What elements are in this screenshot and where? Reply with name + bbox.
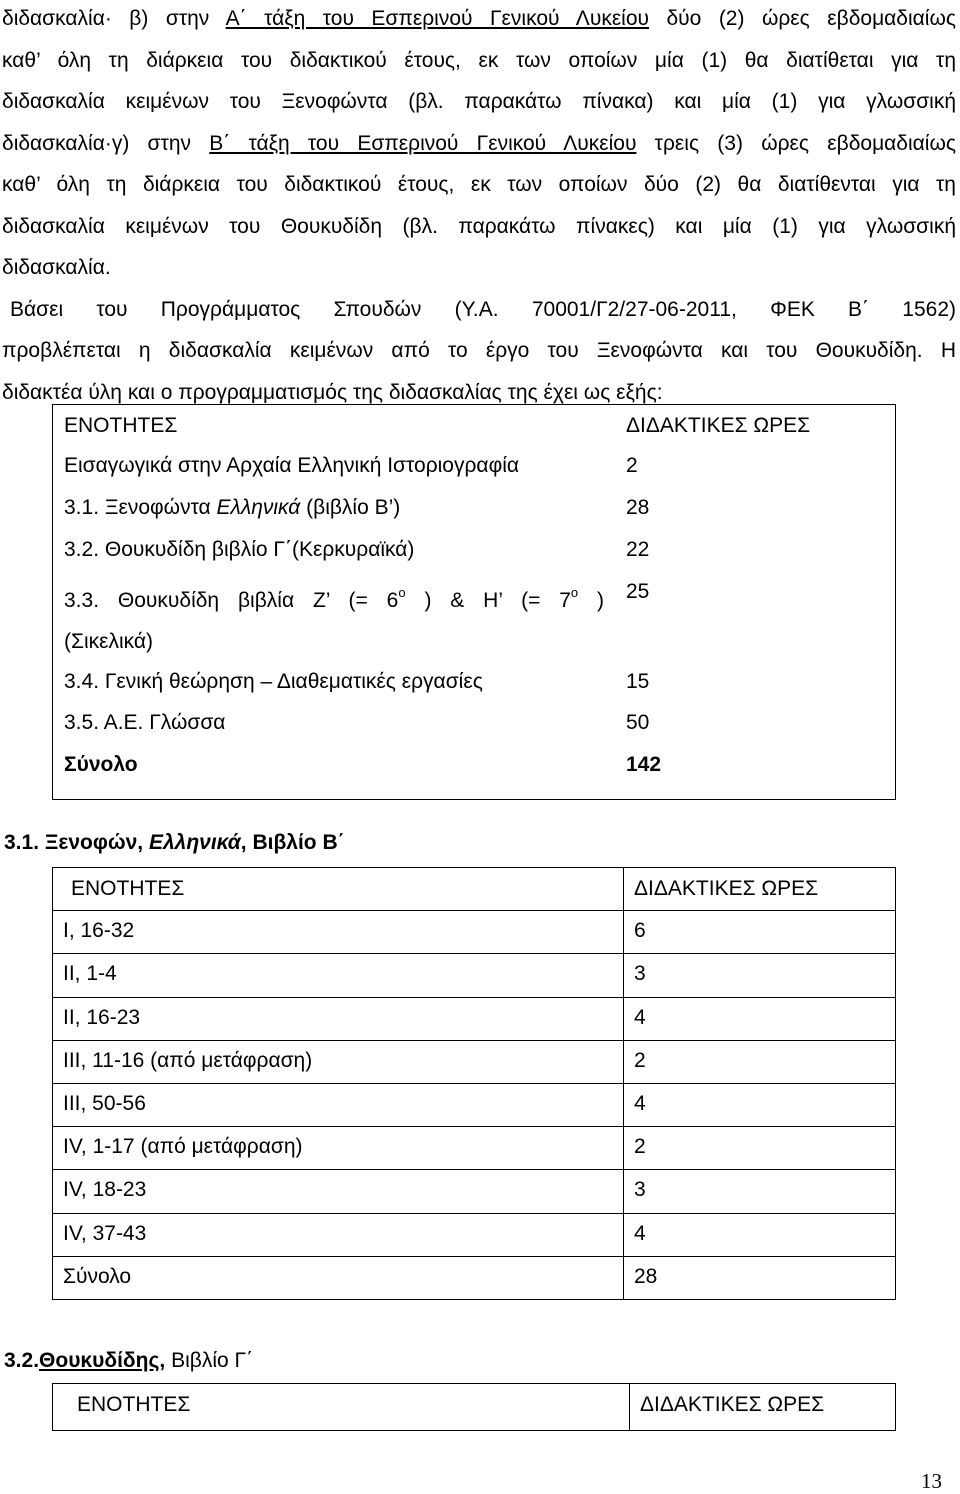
total-label: Σύνολο [64, 753, 138, 777]
table-row [53, 911, 896, 954]
intro-line: προβλέπεται η διδασκαλία κειμένων από το έργο του Ξενοφώντα και του Θουκυδίδη. Η [2, 339, 956, 362]
header-units: ΕΝΟΤΗΤΕΣ [53, 1384, 630, 1431]
row-hours: 2 [624, 1127, 896, 1170]
table-row [53, 1170, 896, 1213]
row-unit: III, 50-56 [53, 1083, 624, 1126]
row-unit: II, 1-4 [53, 954, 624, 997]
page-number: 13 [921, 1469, 942, 1493]
row-unit: III, 11-16 (από μετάφραση) [53, 1040, 624, 1083]
intro-line: Βάσει του Προγράμματος Σπουδών (Υ.Α. 70001/Γ2/27-06-2011, ΦΕΚ Β΄ 1562) [10, 297, 956, 321]
row-hours: 4 [624, 997, 896, 1040]
intro-line: διδασκαλία· β) στην Α΄ τάξη του Εσπερινού Γενικού Λυκείου δύο (2) ώρες εβδομαδιαίως [2, 7, 956, 30]
row-unit: IV, 37-43 [53, 1213, 624, 1256]
xenophon-table [52, 867, 896, 1300]
row-unit: 3.1. Ξενοφώντα Ελληνικά (βιβλίο Β’) [64, 496, 401, 520]
total-hours: 28 [624, 1256, 896, 1299]
row-hours: 28 [626, 496, 650, 520]
row-unit: 3.2. Θουκυδίδη βιβλίο Γ΄(Κερκυραϊκά) [64, 537, 415, 561]
row-hours: 3 [624, 1170, 896, 1213]
section-heading-xenophon: 3.1. Ξενοφών, Ελληνικά, Βιβλίο Β΄ [4, 831, 345, 854]
table-row [53, 488, 896, 530]
thucydides-table [52, 1383, 896, 1431]
header-hours: ΔΙΔΑΚΤΙΚΕΣ ΩΡΕΣ [626, 414, 811, 437]
header-units: ΕΝΟΤΗΤΕΣ [53, 868, 624, 911]
table-row [53, 1040, 896, 1083]
intro-line: διδασκαλία κειμένων του Ξενοφώντα (βλ. παρακάτω πίνακα) και μία (1) για γλωσσική [2, 90, 956, 113]
table-row [53, 1083, 896, 1126]
table-row [53, 530, 896, 572]
intro-line: καθ’ όλη τη διάρκεια του διδακτικού έτους, εκ των οποίων μία (1) θα διατίθεται για τη [2, 48, 956, 72]
row-unit: Εισαγωγικά στην Αρχαία Ελληνική Ιστοριογραφία [64, 454, 519, 478]
row-unit: 3.4. Γενική θεώρηση – Διαθεματικές εργασίες [64, 669, 483, 693]
intro-line: διδασκαλία·γ) στην Β΄ τάξη του Εσπερινού Γενικού Λυκείου τρεις (3) ώρες εβδομαδιαίως [2, 131, 956, 155]
row-hours: 4 [624, 1213, 896, 1256]
intro-paragraph [2, 0, 956, 413]
row-unit: I, 16-32 [53, 911, 624, 954]
row-hours: 6 [624, 911, 896, 954]
row-hours: 50 [626, 711, 650, 735]
section-heading-thucydides: 3.2.Θουκυδίδης, Βιβλίο Γ΄ [4, 1349, 254, 1372]
table-row [53, 572, 896, 662]
intro-line: διδακτέα ύλη και ο προγραμματισμός της διδασκαλίας της έχει ως εξής: [2, 380, 663, 404]
header-units: ΕΝΟΤΗΤΕΣ [64, 414, 178, 437]
intro-line: καθ’ όλη τη διάρκεια του διδακτικού έτους, εκ των οποίων δύο (2) θα διατίθενται για τη [2, 173, 956, 196]
table-header-row [53, 405, 896, 447]
header-hours: ΔΙΔΑΚΤΙΚΕΣ ΩΡΕΣ [624, 868, 896, 911]
table-total-row [53, 1256, 896, 1299]
row-hours: 25 [626, 579, 650, 603]
table-row [53, 1213, 896, 1256]
row-hours: 2 [624, 1040, 896, 1083]
table-row [53, 446, 896, 488]
intro-line: διδασκαλία κειμένων του Θουκυδίδη (βλ. παρακάτω πίνακες) και μία (1) για γλωσσική [2, 214, 956, 238]
intro-line: διδασκαλία. [2, 256, 111, 279]
row-hours: 4 [624, 1083, 896, 1126]
row-hours: 22 [626, 537, 650, 561]
header-hours: ΔΙΔΑΚΤΙΚΕΣ ΩΡΕΣ [630, 1384, 896, 1431]
row-unit: II, 16-23 [53, 997, 624, 1040]
row-unit: IV, 18-23 [53, 1170, 624, 1213]
table-total-row [53, 745, 896, 799]
table-row [53, 954, 896, 997]
table-row [53, 997, 896, 1040]
table-header-row [53, 1384, 896, 1431]
syllabus-table [52, 404, 896, 800]
table-row [53, 703, 896, 745]
row-hours: 2 [626, 454, 638, 478]
row-hours: 3 [624, 954, 896, 997]
row-unit: 3.3. Θουκυδίδη βιβλία Ζ’ (= $6^o$ ) & Η’ (= $7^o$ ) (Σικελικά) [64, 584, 604, 653]
total-label: Σύνολο [53, 1256, 624, 1299]
row-unit: IV, 1-17 (από μετάφραση) [53, 1127, 624, 1170]
total-hours: 142 [626, 753, 662, 777]
table-header-row [53, 868, 896, 911]
row-hours: 15 [626, 669, 650, 693]
table-row [53, 1127, 896, 1170]
table-row [53, 662, 896, 704]
row-unit: 3.5. Α.Ε. Γλώσσα [64, 711, 226, 735]
